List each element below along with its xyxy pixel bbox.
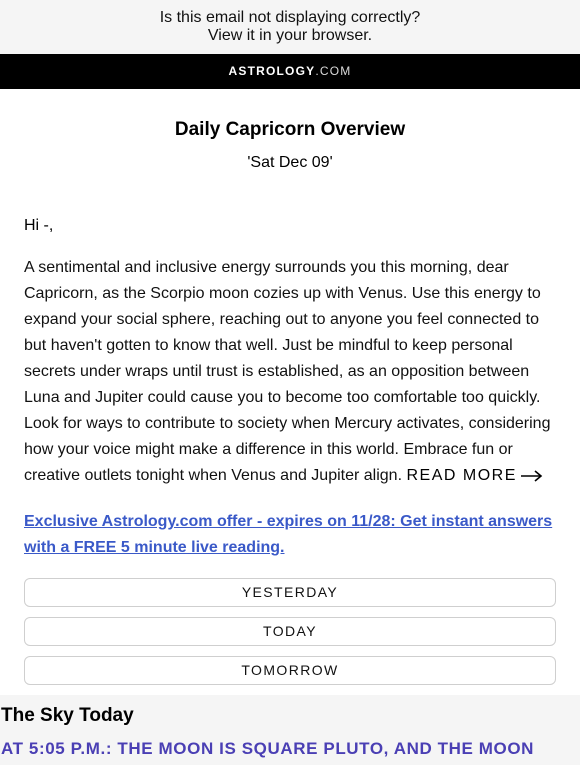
brand-name-light: .COM bbox=[315, 64, 352, 78]
browser-view-banner bbox=[0, 0, 580, 54]
horoscope-body bbox=[0, 255, 580, 489]
sky-today-title: The Sky Today bbox=[1, 705, 134, 726]
brand-bar bbox=[0, 54, 580, 89]
horoscope-date: 'Sat Dec 09' bbox=[247, 154, 333, 171]
offer-section bbox=[0, 509, 580, 561]
view-in-browser-link[interactable]: View it in your browser. bbox=[207, 27, 373, 44]
page-title: Daily Capricorn Overview bbox=[174, 119, 406, 140]
brand-logo[interactable] bbox=[229, 64, 352, 78]
read-more-label: READ MORE bbox=[406, 467, 517, 484]
horoscope-text: A sentimental and inclusive energy surrounds you this morning, dear Capricorn, as the Scorpio moon cozies up with Venus. Use this energy to expand your social sphere, reaching out to anyone you feel connected to but haven't gotten to know that well. Just be mindful to keep personal secrets under wraps until trust is established, as an opposition between Luna and Jupiter could cause you to become too comfortable too quickly. Look for ways to contribute to society when Mercury activates, considering how your voice might make a difference in this world. Embrace fun or creative outlets tonight when Venus and Jupiter align. bbox=[24, 259, 551, 484]
read-more-link[interactable] bbox=[406, 467, 542, 484]
yesterday-button[interactable]: YESTERDAY bbox=[24, 578, 556, 607]
brand-name-bold: ASTROLOGY bbox=[228, 64, 316, 78]
day-navigation bbox=[0, 578, 580, 685]
not-displaying-text: Is this email not displaying correctly? bbox=[159, 9, 421, 26]
tomorrow-button[interactable]: TOMORROW bbox=[24, 656, 556, 685]
sky-today-section bbox=[0, 695, 580, 765]
right-arrow-icon bbox=[521, 470, 543, 482]
offer-link[interactable]: Exclusive Astrology.com offer - expires on 11/28: Get instant answers with a FREE 5 minute live reading. bbox=[24, 513, 553, 556]
sky-event-heading: AT 5:05 P.M.: THE MOON IS SQUARE PLUTO, AND THE MOON bbox=[1, 739, 535, 758]
greeting: Hi -, bbox=[24, 217, 54, 234]
today-button[interactable]: TODAY bbox=[24, 617, 556, 646]
